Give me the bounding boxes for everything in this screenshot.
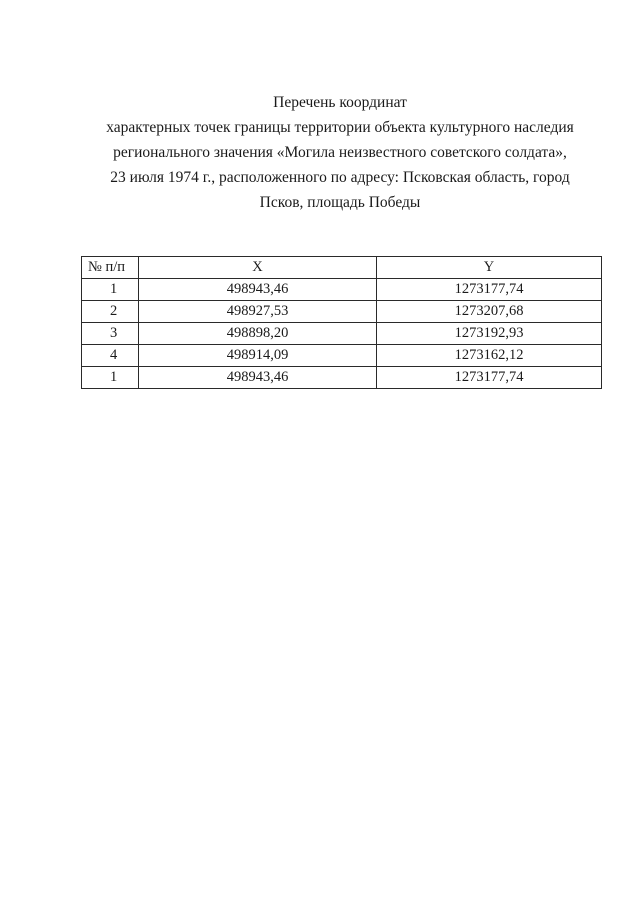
cell-x: 498898,20 bbox=[139, 323, 377, 345]
cell-y: 1273192,93 bbox=[377, 323, 602, 345]
cell-x: 498927,53 bbox=[139, 301, 377, 323]
title-line: Псков, площадь Победы bbox=[259, 194, 421, 211]
cell-y: 1273177,74 bbox=[377, 367, 602, 389]
title-line: Перечень координат bbox=[273, 94, 407, 111]
table-row bbox=[82, 301, 602, 323]
cell-y: 1273162,12 bbox=[377, 345, 602, 367]
document-title bbox=[80, 90, 600, 215]
header-number: № п/п bbox=[82, 257, 139, 279]
header-y: Y bbox=[377, 257, 602, 279]
cell-y: 1273207,68 bbox=[377, 301, 602, 323]
coordinates-table bbox=[81, 256, 602, 389]
header-x: X bbox=[139, 257, 377, 279]
table-row bbox=[82, 367, 602, 389]
title-line: характерных точек границы территории объекта культурного наследия bbox=[106, 119, 574, 136]
table-row bbox=[82, 323, 602, 345]
table-header-row bbox=[82, 257, 602, 279]
cell-number: 4 bbox=[82, 345, 139, 367]
cell-number: 1 bbox=[82, 367, 139, 389]
cell-x: 498914,09 bbox=[139, 345, 377, 367]
table-row bbox=[82, 279, 602, 301]
table-row bbox=[82, 345, 602, 367]
title-line: регионального значения «Могила неизвестного советского солдата», bbox=[113, 144, 567, 161]
cell-number: 2 bbox=[82, 301, 139, 323]
cell-x: 498943,46 bbox=[139, 367, 377, 389]
cell-number: 1 bbox=[82, 279, 139, 301]
cell-x: 498943,46 bbox=[139, 279, 377, 301]
cell-number: 3 bbox=[82, 323, 139, 345]
title-line: 23 июля 1974 г., расположенного по адресу: Псковская область, город bbox=[110, 169, 570, 186]
cell-y: 1273177,74 bbox=[377, 279, 602, 301]
